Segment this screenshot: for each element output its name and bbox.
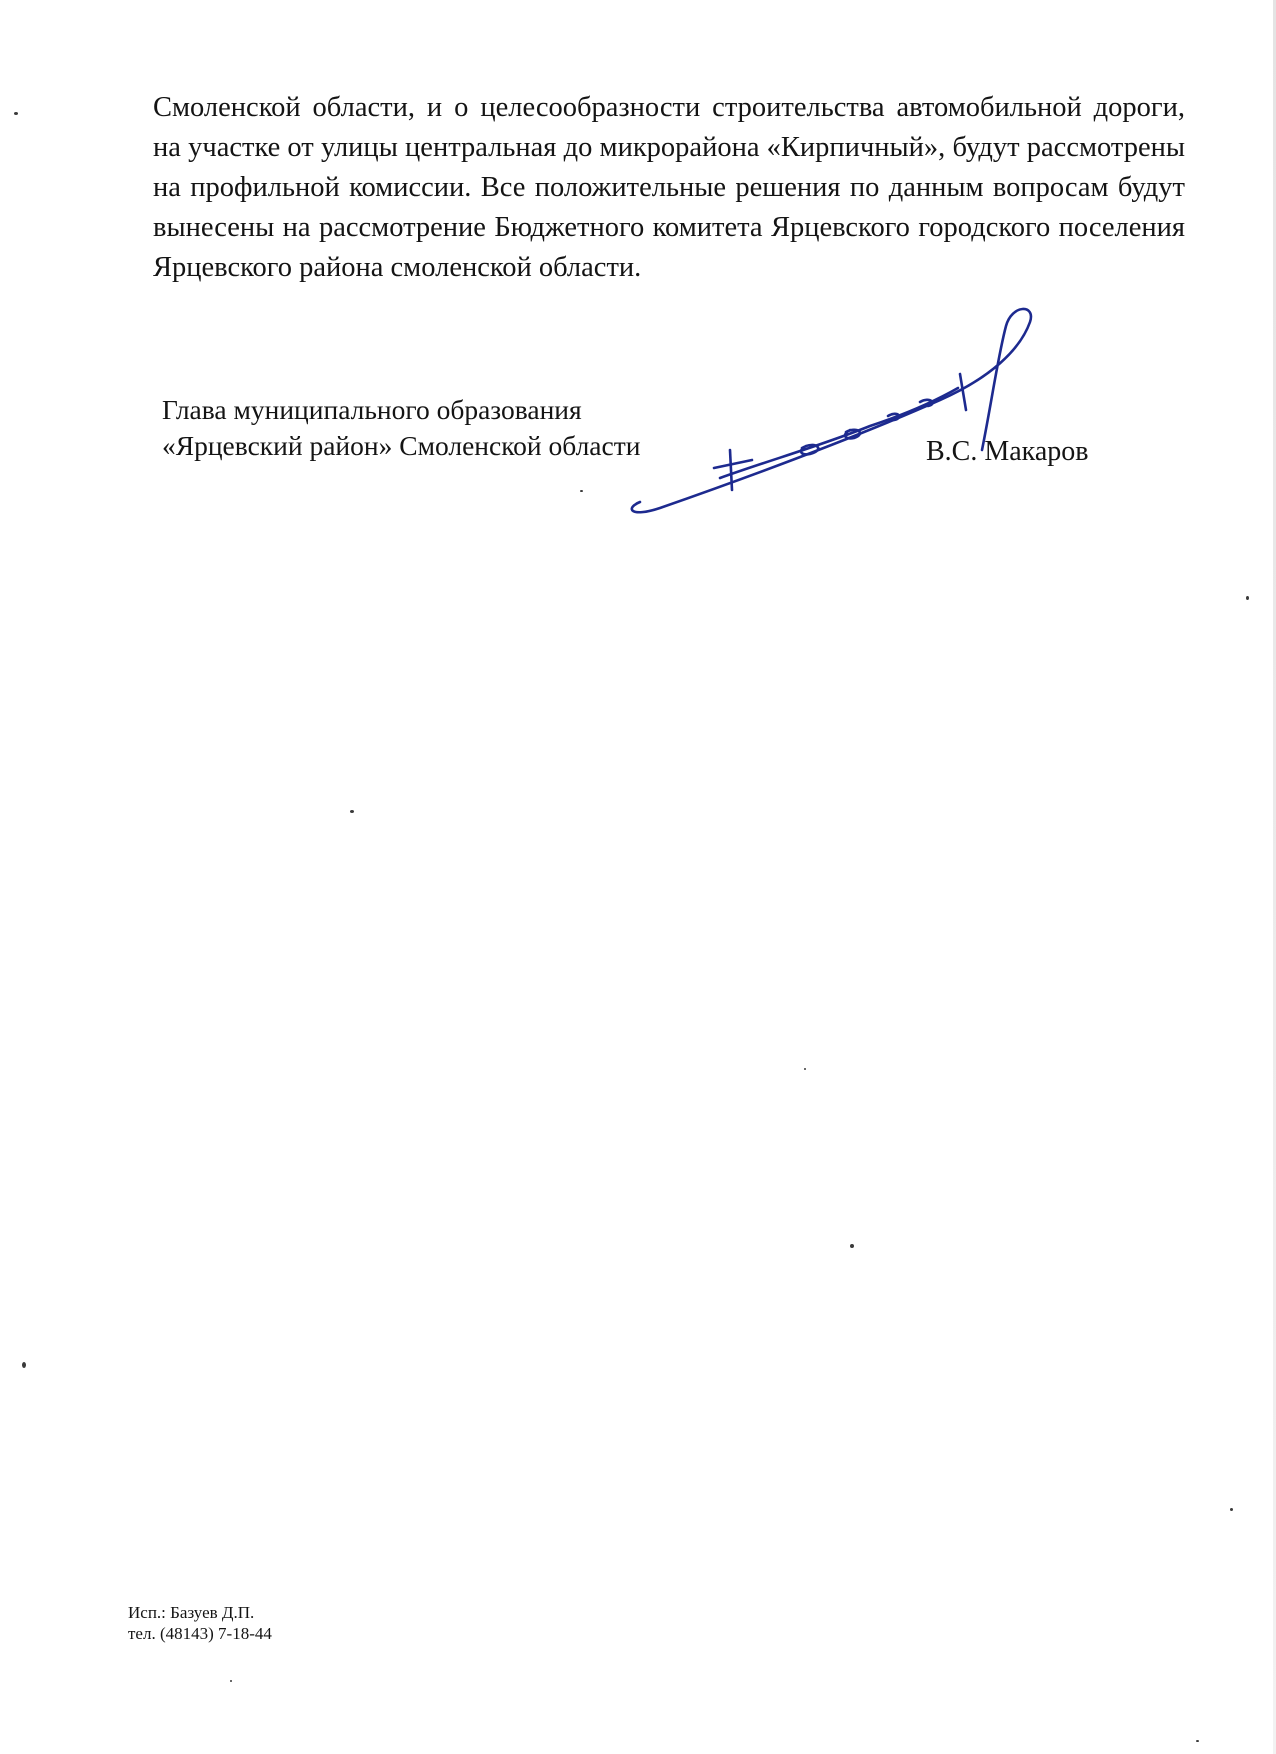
signatory-position-line-1: Глава муниципального образования [162,394,582,425]
scan-speck [580,490,583,492]
scan-speck [850,1244,854,1248]
handwritten-signature [620,300,1080,530]
scan-speck [230,1680,232,1682]
letter-paragraph: Смоленской области, и о целесообразности строительства автомобильной дороги, на участке от улицы центральная до микрорайона «Кирпичный», будут рассмотрены на профильной комиссии. Все положительные решения по данным вопросам будут вынесены на рассмотрение Бюджетного комитета Ярцевского городского поселения Ярцевского района смоленской области. [153,92,1185,283]
scan-speck [1196,1740,1199,1742]
signatory-position-line-2: «Ярцевский район» Смоленской области [162,430,641,461]
signatory-position [162,392,640,464]
scan-speck [1230,1508,1233,1511]
scan-speck [350,810,354,813]
signatory-name: В.С. Макаров [926,436,1089,467]
scan-speck [804,1068,806,1070]
scan-speck [14,112,18,115]
executor-name: Исп.: Базуев Д.П. [128,1603,255,1622]
executor-phone: тел. (48143) 7-18-44 [128,1624,272,1643]
scan-speck [22,1362,26,1368]
scan-speck [1246,596,1249,600]
executor-info [128,1602,272,1644]
